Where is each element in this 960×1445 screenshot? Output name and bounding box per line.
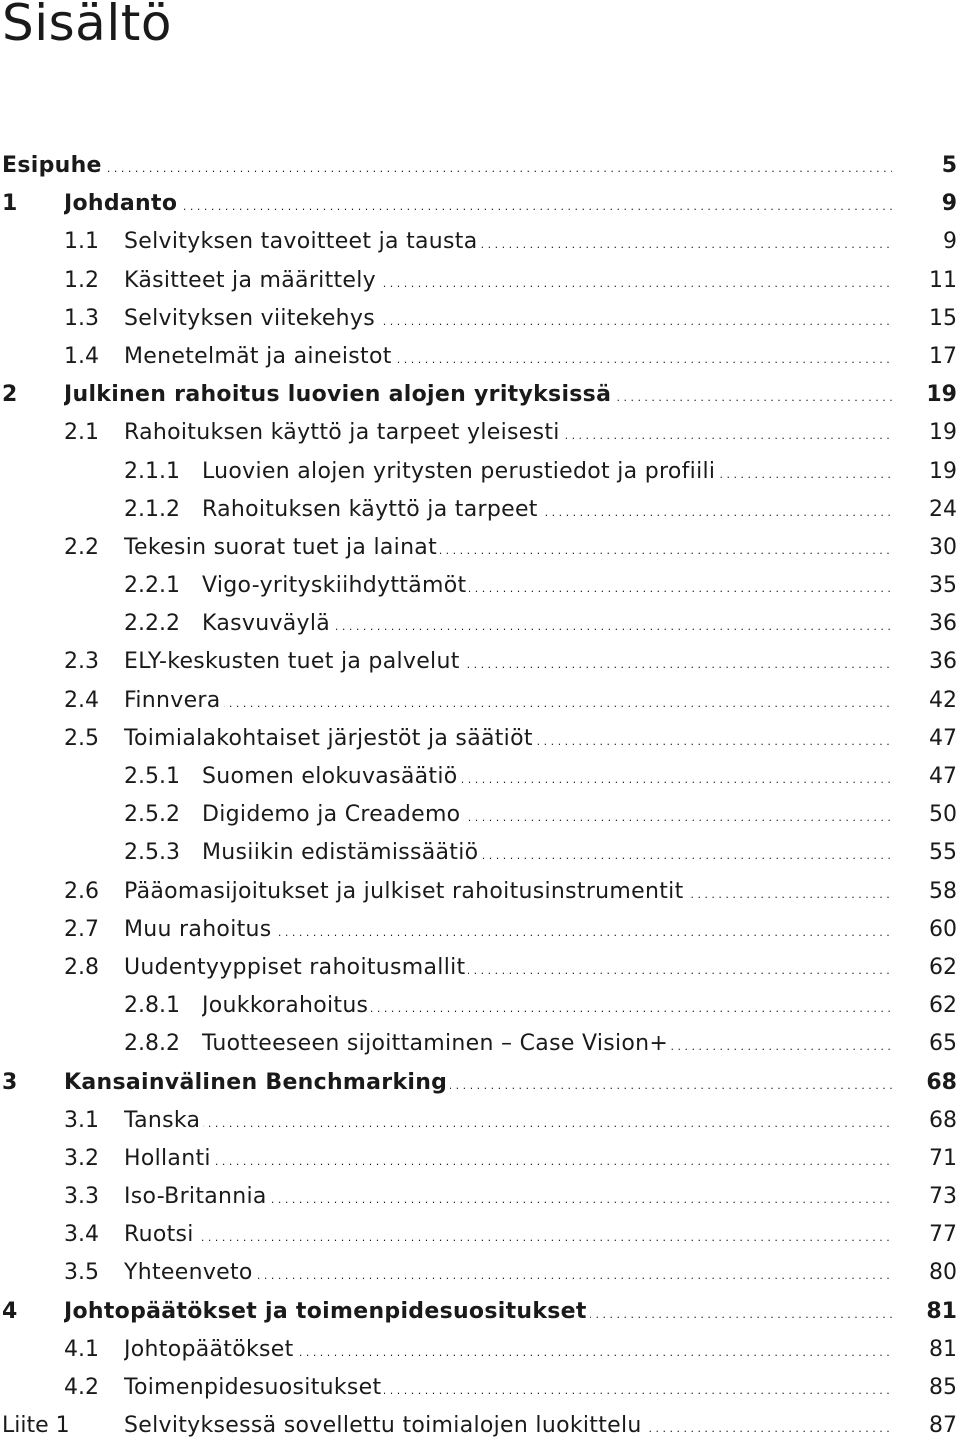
toc-entry-title-text: Hollanti xyxy=(124,1146,214,1171)
toc-entry-number: 2.7 xyxy=(64,916,99,942)
toc-entry-title xyxy=(202,491,892,529)
toc-entry-number: 2 xyxy=(2,382,18,408)
toc-entry-page-number: 68 xyxy=(929,1107,957,1133)
toc-entry-title-text: Esipuhe xyxy=(2,153,105,178)
toc-entry-number: 2.5.3 xyxy=(124,840,180,866)
toc-entry-title-text: Toimialakohtaiset järjestöt ja säätiöt xyxy=(124,726,536,751)
toc-entry[interactable] xyxy=(0,1369,960,1407)
toc-entry-number: 2.5.1 xyxy=(124,764,180,789)
toc-entry[interactable] xyxy=(0,796,960,834)
toc-entry-page-number: 73 xyxy=(929,1184,957,1210)
toc-entry-title xyxy=(124,262,892,300)
toc-entry[interactable] xyxy=(0,987,960,1025)
toc-entry[interactable] xyxy=(0,682,960,720)
page-title: Sisältö xyxy=(2,0,172,52)
toc-entry[interactable] xyxy=(0,491,960,529)
toc-entry-page-number: 47 xyxy=(929,764,957,789)
toc-entry-number: 2.5 xyxy=(64,725,99,751)
toc-entry[interactable] xyxy=(0,300,960,338)
toc-entry-title-text: Muu rahoitus xyxy=(124,917,275,942)
toc-entry[interactable] xyxy=(0,376,960,414)
toc-entry[interactable] xyxy=(0,1407,960,1445)
toc-entry-title xyxy=(124,1331,892,1369)
toc-entry-title-text: Selvityksessä sovellettu toimialojen luokittelu xyxy=(124,1413,645,1438)
toc-entry-title xyxy=(202,1025,892,1063)
toc-entry-page-number: 50 xyxy=(929,802,957,828)
table-of-contents xyxy=(0,147,960,1445)
toc-entry-title-text: Vigo-yrityskiihdyttämöt xyxy=(202,573,469,598)
toc-entry-page-number: 65 xyxy=(929,1031,957,1057)
toc-entry-title xyxy=(124,911,892,949)
toc-entry-title xyxy=(64,185,892,223)
toc-entry-title xyxy=(202,567,892,605)
toc-entry-title xyxy=(2,147,892,185)
toc-entry-page-number: 19 xyxy=(929,458,957,484)
toc-entry[interactable] xyxy=(0,414,960,452)
toc-entry-title-text: Yhteenveto xyxy=(124,1260,256,1285)
toc-entry-page-number: 24 xyxy=(929,496,957,522)
toc-entry-number: 3.2 xyxy=(64,1145,99,1171)
toc-entry-page-number: 55 xyxy=(929,840,957,866)
toc-entry[interactable] xyxy=(0,338,960,376)
toc-entry-title xyxy=(64,376,892,414)
toc-entry[interactable] xyxy=(0,529,960,567)
toc-entry[interactable] xyxy=(0,1331,960,1369)
toc-entry-title-text: Johtopäätökset ja toimenpidesuositukset xyxy=(64,1299,590,1324)
toc-entry-number: 1 xyxy=(2,191,18,217)
toc-entry-number: 1.3 xyxy=(64,305,99,331)
toc-entry-title-text: Iso-Britannia xyxy=(124,1184,270,1209)
toc-entry-page-number: 15 xyxy=(929,305,957,331)
toc-entry-title-text: Selvityksen tavoitteet ja tausta xyxy=(124,229,481,254)
toc-entry[interactable] xyxy=(0,911,960,949)
toc-entry-page-number: 36 xyxy=(929,611,957,637)
toc-entry-page-number: 36 xyxy=(929,649,957,675)
toc-entry-title xyxy=(124,1254,892,1292)
toc-entry-title xyxy=(124,414,892,452)
toc-entry-page-number: 71 xyxy=(929,1145,957,1171)
toc-entry-page-number: 35 xyxy=(929,573,957,599)
toc-entry-page-number: 42 xyxy=(929,687,957,713)
toc-entry[interactable] xyxy=(0,605,960,643)
toc-entry-title-text: Digidemo ja Creademo xyxy=(202,802,463,827)
toc-entry[interactable] xyxy=(0,720,960,758)
toc-entry-number: 1.4 xyxy=(64,343,99,369)
toc-entry[interactable] xyxy=(0,1178,960,1216)
toc-entry-title xyxy=(124,1102,892,1140)
toc-entry-page-number: 17 xyxy=(929,343,957,369)
toc-entry[interactable] xyxy=(0,1216,960,1254)
toc-entry-title xyxy=(124,529,892,567)
toc-entry-page-number: 85 xyxy=(929,1375,957,1400)
toc-entry-title-text: Suomen elokuvasäätiö xyxy=(202,764,461,789)
toc-entry-number: 2.2.1 xyxy=(124,573,180,599)
toc-entry-title-text: Tekesin suorat tuet ja lainat xyxy=(124,535,440,560)
toc-entry-title xyxy=(124,223,892,261)
toc-entry-number: 3.4 xyxy=(64,1222,99,1248)
toc-entry-title-text: Menetelmät ja aineistot xyxy=(124,344,395,369)
toc-entry-page-number: 80 xyxy=(929,1260,957,1286)
toc-entry-title xyxy=(124,1369,892,1407)
toc-entry-number: 1.2 xyxy=(64,267,99,293)
toc-entry[interactable] xyxy=(0,643,960,681)
toc-entry-page-number: 81 xyxy=(929,1336,957,1362)
toc-entry-number: 2.2.2 xyxy=(124,611,180,637)
toc-entry[interactable] xyxy=(0,147,960,185)
toc-entry-number: 3.3 xyxy=(64,1184,99,1210)
toc-entry-page-number: 77 xyxy=(929,1222,957,1248)
toc-entry-number: 2.5.2 xyxy=(124,802,180,828)
toc-entry-title xyxy=(202,834,892,872)
toc-entry[interactable] xyxy=(0,1102,960,1140)
toc-entry-number: 2.8.2 xyxy=(124,1031,180,1057)
toc-entry[interactable] xyxy=(0,1293,960,1331)
toc-entry-title xyxy=(124,300,892,338)
toc-entry-title xyxy=(202,605,892,643)
toc-entry-title-text: Luovien alojen yritysten perustiedot ja profiili xyxy=(202,459,718,484)
toc-entry-number: 3.5 xyxy=(64,1260,99,1286)
toc-entry-page-number: 87 xyxy=(929,1413,957,1439)
toc-entry-page-number: 60 xyxy=(929,916,957,942)
toc-entry-page-number: 9 xyxy=(943,229,957,255)
toc-entry[interactable] xyxy=(0,834,960,872)
toc-entry-number: 2.1.1 xyxy=(124,458,180,484)
toc-entry-number: 1.1 xyxy=(64,229,99,255)
toc-entry-number: 3 xyxy=(2,1069,18,1095)
toc-entry-title-text: Johdanto xyxy=(64,191,180,216)
toc-entry[interactable] xyxy=(0,185,960,223)
toc-entry-page-number: 68 xyxy=(926,1069,957,1095)
toc-entry[interactable] xyxy=(0,873,960,911)
toc-entry-number: 2.3 xyxy=(64,649,99,675)
toc-entry-page-number: 58 xyxy=(929,878,957,904)
toc-entry[interactable] xyxy=(0,1254,960,1292)
toc-entry-title xyxy=(124,720,892,758)
toc-entry[interactable] xyxy=(0,758,960,796)
toc-entry-title-text: Ruotsi xyxy=(124,1222,197,1247)
toc-entry-number: 2.4 xyxy=(64,687,99,713)
toc-entry-title-text: Musiikin edistämissäätiö xyxy=(202,840,481,865)
toc-entry[interactable] xyxy=(0,1140,960,1178)
toc-entry-title xyxy=(124,643,892,681)
toc-entry-title-text: Joukkorahoitus xyxy=(202,993,371,1018)
toc-entry-page-number: 19 xyxy=(926,382,957,408)
toc-entry-page-number: 19 xyxy=(929,420,957,446)
toc-entry[interactable] xyxy=(0,1025,960,1063)
toc-entry[interactable] xyxy=(0,949,960,987)
toc-entry-title xyxy=(124,1216,892,1254)
toc-entry-page-number: 30 xyxy=(929,534,957,560)
toc-entry-number: 2.1 xyxy=(64,420,99,446)
toc-entry-title xyxy=(202,453,892,491)
toc-entry-number: 4.1 xyxy=(64,1336,99,1362)
toc-entry-title-text: Johtopäätökset xyxy=(124,1337,297,1362)
toc-entry-title-text: Pääomasijoitukset ja julkiset rahoitusinstrumentit xyxy=(124,879,687,904)
toc-entry-title xyxy=(124,1407,892,1445)
toc-entry[interactable] xyxy=(0,1064,960,1102)
toc-entry-number: 2.8.1 xyxy=(124,993,180,1019)
toc-entry-title-text: Uudentyyppiset rahoitusmallit xyxy=(124,955,468,980)
toc-entry-number: 2.6 xyxy=(64,878,99,904)
toc-entry-number: 3.1 xyxy=(64,1107,99,1133)
toc-entry-title xyxy=(64,1064,892,1102)
toc-entry-title-text: Selvityksen viitekehys xyxy=(124,306,378,331)
toc-entry-page-number: 62 xyxy=(929,954,957,980)
toc-entry-number: 4 xyxy=(2,1298,18,1324)
toc-entry-page-number: 62 xyxy=(929,993,957,1019)
toc-entry-number: 2.1.2 xyxy=(124,496,180,522)
toc-entry-title-text: Tuotteeseen sijoittaminen – Case Vision+ xyxy=(202,1031,671,1056)
toc-entry-title-text: Käsitteet ja määrittely xyxy=(124,268,379,293)
toc-entry-title xyxy=(124,1178,892,1216)
toc-entry-title xyxy=(124,682,892,720)
toc-entry-title xyxy=(124,873,892,911)
toc-entry-title xyxy=(202,758,892,796)
toc-entry-title xyxy=(124,338,892,376)
toc-entry-title xyxy=(64,1293,892,1331)
toc-entry-title-text: Rahoituksen käyttö ja tarpeet xyxy=(202,497,541,522)
toc-entry-title xyxy=(124,1140,892,1178)
toc-entry-title-text: Tanska xyxy=(124,1108,203,1133)
toc-entry-page-number: 5 xyxy=(941,153,957,178)
toc-entry-title-text: Finnvera xyxy=(124,688,224,713)
toc-entry[interactable] xyxy=(0,567,960,605)
toc-entry-number: Liite 1 xyxy=(2,1413,70,1439)
toc-entry[interactable] xyxy=(0,262,960,300)
toc-entry-number: 4.2 xyxy=(64,1375,99,1400)
toc-entry-page-number: 81 xyxy=(926,1298,957,1324)
toc-entry-page-number: 11 xyxy=(929,267,957,293)
toc-entry-page-number: 9 xyxy=(941,191,957,217)
toc-entry-title-text: Kansainvälinen Benchmarking xyxy=(64,1070,450,1095)
toc-entry[interactable] xyxy=(0,223,960,261)
toc-entry-title xyxy=(202,796,892,834)
toc-entry-title-text: Rahoituksen käyttö ja tarpeet yleisesti xyxy=(124,420,563,445)
toc-entry-title xyxy=(202,987,892,1025)
toc-entry-page-number: 47 xyxy=(929,725,957,751)
toc-entry-title-text: ELY-keskusten tuet ja palvelut xyxy=(124,649,463,674)
toc-entry[interactable] xyxy=(0,453,960,491)
toc-entry-number: 2.2 xyxy=(64,534,99,560)
toc-entry-title-text: Kasvuväylä xyxy=(202,611,333,636)
toc-entry-title-text: Julkinen rahoitus luovien alojen yrityksissä xyxy=(64,382,614,407)
toc-entry-title-text: Toimenpidesuositukset xyxy=(124,1375,384,1400)
toc-entry-number: 2.8 xyxy=(64,954,99,980)
toc-entry-title xyxy=(124,949,892,987)
